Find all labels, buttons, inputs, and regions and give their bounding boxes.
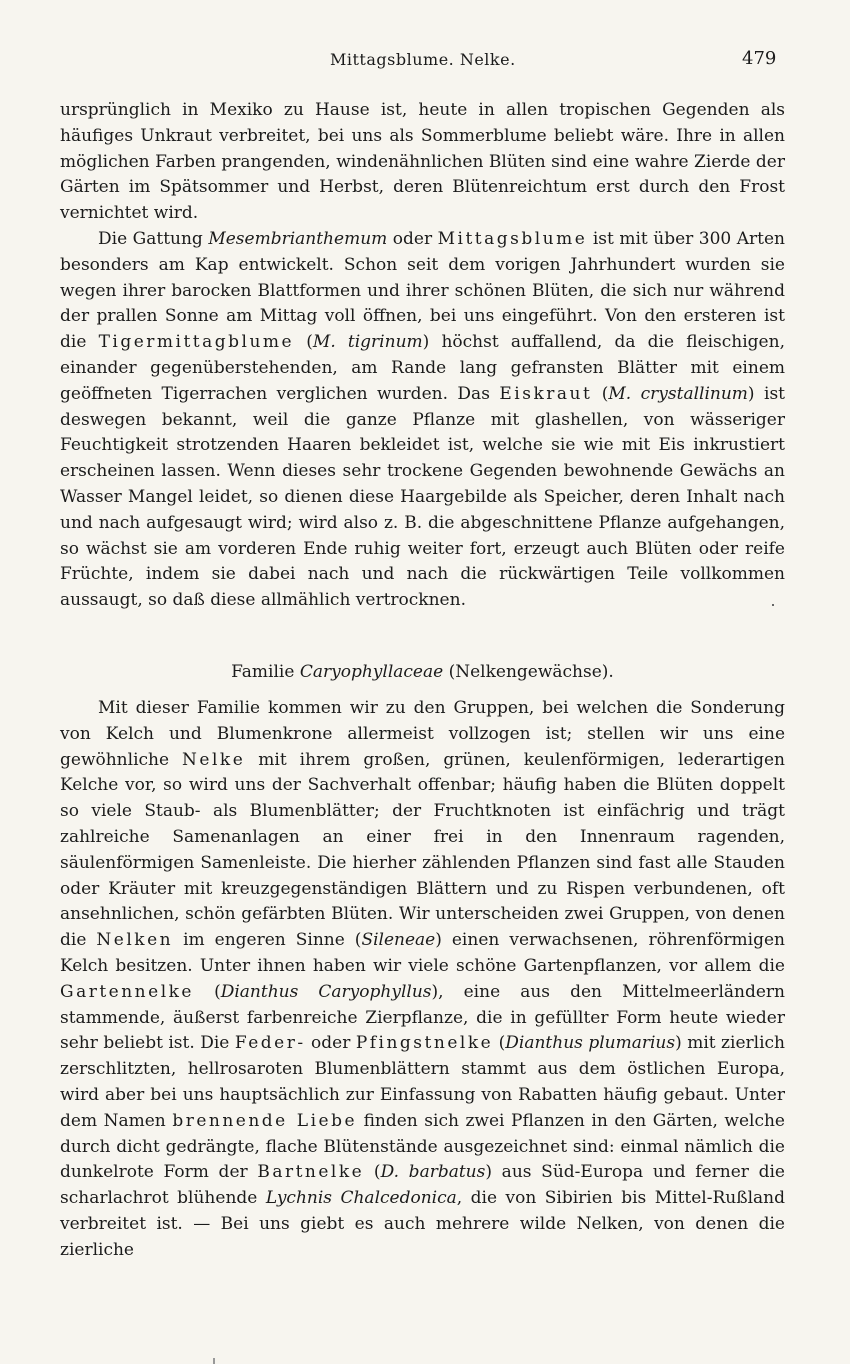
text-run: im engeren Sinne ( — [173, 930, 362, 951]
spaced-term: Pfingstnelke — [355, 1033, 494, 1054]
spaced-term: Nelken — [96, 930, 174, 951]
text-run: ( — [364, 1162, 381, 1183]
text-run: ) höchst auffallend, da die fleischigen, einander gegenüberstehenden, am Rande lang gefransten Blätter mit einem geöffneten Tigerrachen verglichen wurden. Das — [60, 332, 785, 404]
spaced-term: Gartennelke — [60, 981, 194, 1002]
text-run: ( — [493, 1033, 506, 1054]
text-run: mit ihrem großen, grünen, keulenförmigen, lederartigen Kelche vor, so wird uns der Sachverhalt offenbar; häufig haben die Blüten doppelt so viele Staub- als Blumenblätter; der Fruchtknoten ist einfächrig und trägt zahlreiche Samenanlagen an einer frei in den Innenraum ragenden, säulenförmigen Samenleiste. Die hierher zählenden Pflanzen sind fast alle Stauden oder Kräuter mit kreuzgegenständigen Blättern und zu Rispen verbundenen, oft ansehnlichen, schön gefärbten Blüten. Wir unterscheiden zwei Gruppen, von denen die — [60, 749, 785, 951]
latin-name: Lychnis Chalcedonica — [265, 1188, 457, 1209]
latin-name: Dianthus Caryophyllus — [220, 981, 432, 1002]
text-run: Die Gattung — [98, 228, 209, 249]
page-number: 479 — [742, 48, 777, 69]
paragraph-continuation: ursprünglich in Mexiko zu Hause ist, heute in allen tropischen Gegenden als häufiges Unkraut verbreitet, bei uns als Sommerblume beliebt wäre. Ihre in allen möglichen Farben prangenden, windenähnlichen Blüten sind eine wahre Zierde der Gärten im Spätsommer und Herbst, deren Blütenreichtum erst durch den Frost vernichtet wird. — [60, 100, 785, 224]
text-run: finden sich zwei Pflanzen in den Gärten, welche durch dicht gedrängte, flache Blütenstände ausgezeichnet sind: einmal nämlich die dunkelrote Form der — [60, 1110, 785, 1183]
latin-name: Dianthus plumarius — [505, 1033, 676, 1054]
text-run: Mit dieser Familie kommen wir zu den Gruppen, bei welchen die Sonderung von Kelch und Blumenkrone allermeist vollzogen ist; stellen wir uns eine gewöhnliche — [60, 698, 785, 770]
text-run: ) mit zierlich zerschlitzten, hellrosaroten Blumenblättern stammt aus dem östlichen Europa, wird aber bei uns hauptsächlich zur Einfassung von Rabatten häufig gebaut. Unter dem Namen — [60, 1033, 785, 1131]
scan-mark — [213, 1358, 215, 1364]
latin-name: D. barbatus — [380, 1162, 486, 1183]
latin-name: M. crystallinum — [608, 383, 748, 404]
spaced-term: Tigermittagblume — [98, 332, 295, 353]
spaced-term: Nelke — [182, 749, 246, 770]
running-head: Mittagsblume. Nelke. — [330, 50, 516, 69]
latin-name: M. tigrinum — [312, 332, 423, 353]
text-block-lower — [60, 696, 785, 1264]
text-run: , die von Sibirien bis Mittel-Rußland verbreitet ist. — Bei uns giebt es auch mehrere wilde Nelken, von denen die zierliche — [60, 1188, 785, 1260]
spaced-term: Bartnelke — [257, 1162, 365, 1183]
text-block-upper — [60, 98, 785, 614]
text-run: ) einen verwachsenen, röhrenförmigen Kelch besitzen. Unter ihnen haben wir viele schöne Gartenpflanzen, vor allem die — [60, 930, 785, 976]
text-run: ist mit über 300 Arten besonders am Kap entwickelt. Schon seit dem vorigen Jahrhundert wurden sie wegen ihrer barocken Blattformen und ihrer schönen Blüten, die sich nur während der prallen Sonne am Mittag voll öffnen, bei uns eingeführt. Von den ersteren ist die — [60, 228, 785, 353]
spaced-term: brennende Liebe — [172, 1110, 358, 1131]
text-run: ( — [194, 981, 221, 1002]
heading-suffix: (Nelkengewächse). — [443, 662, 614, 682]
family-name: Caryophyllaceae — [299, 662, 444, 682]
paragraph-caryophyllaceae — [60, 696, 785, 1264]
text-run: ( — [294, 332, 313, 353]
text-run: ( — [592, 383, 609, 404]
heading-prefix: Familie — [231, 662, 300, 682]
spaced-term: Eiskraut — [499, 383, 593, 404]
ink-speck — [772, 604, 774, 606]
latin-name: Sileneae — [361, 930, 436, 951]
text-run: oder — [387, 228, 438, 249]
text-run: ) aus Süd-Europa und ferner die scharlachrot blühende — [60, 1162, 785, 1209]
spaced-term: Feder- — [234, 1033, 306, 1054]
text-run: ) ist deswegen bekannt, weil die ganze Pflanze mit glashellen, von wässeriger Feuchtigkeit strotzenden Haaren bekleidet ist, welche sie wie mit Eis inkrustiert erscheinen lassen. Wenn dieses sehr trockene Gegenden bewohnende Gewächs an Wasser Mangel leidet, so dienen diese Haargebilde als Speicher, deren Inhalt nach und nach aufgesaugt wird; wird also z. B. die abgeschnittene Pflanze aufgehangen, so wächst sie am vorderen Ende ruhig weiter fort, erzeugt auch Blüten oder reife Früchte, indem sie dabei nach und nach die rückwärtigen Teile vollkommen aussaugt, so daß diese allmählich vertrocknen. — [60, 383, 785, 611]
text-run: oder — [305, 1033, 356, 1054]
section-heading — [60, 662, 785, 682]
paragraph-mesembrianthemum — [60, 227, 785, 614]
latin-name: Mesembrianthemum — [208, 228, 388, 249]
spaced-term: Mittagsblume — [437, 228, 588, 249]
text-run: ), eine aus den Mittelmeerländern stammende, äußerst farbenreiche Zierpflanze, die in gefüllter Form heute wieder sehr beliebt ist. Die — [60, 981, 785, 1054]
